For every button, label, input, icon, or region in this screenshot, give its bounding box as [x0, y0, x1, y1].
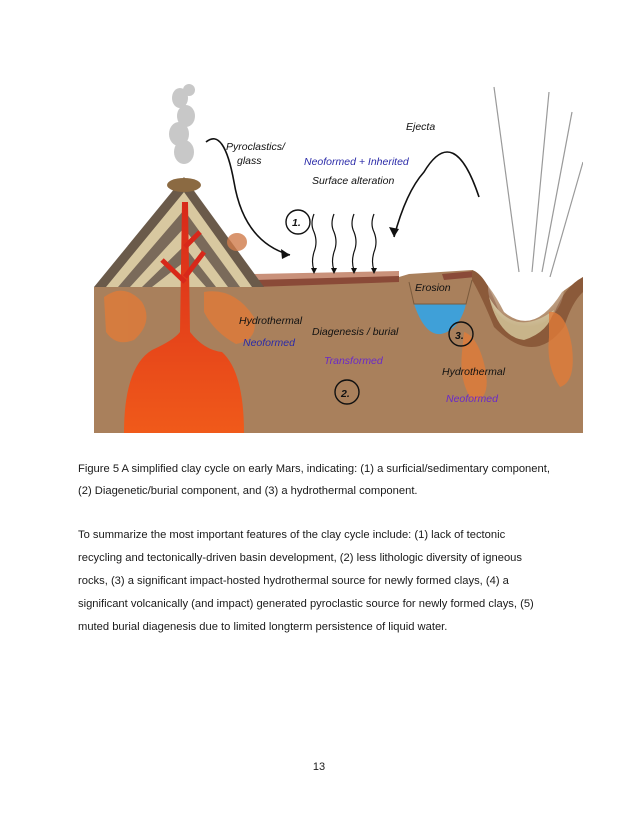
- label-diagenesis: Diagenesis / burial: [312, 326, 399, 338]
- label-ejecta: Ejecta: [406, 121, 436, 133]
- label-num-2: 2.: [341, 388, 350, 400]
- clay-cycle-figure: [94, 82, 583, 433]
- label-transformed: Transformed: [324, 355, 383, 367]
- label-num-1: 1.: [292, 217, 301, 229]
- clay-cycle-diagram: [94, 82, 583, 433]
- summary-paragraph: [78, 524, 578, 639]
- label-neoformed-right: Neoformed: [446, 393, 498, 405]
- summary-line: rocks, (3) a significant impact-hosted hydrothermal source for newly formed clays, (4) a: [78, 575, 509, 587]
- label-neoformed-inherited: Neoformed + Inherited: [304, 156, 409, 168]
- caption-line: Figure 5 A simplified clay cycle on early Mars, indicating: (1) a surficial/sedimentary component,: [78, 463, 550, 475]
- caption-line: (2) Diagenetic/burial component, and (3) a hydrothermal component.: [78, 485, 418, 497]
- label-glass: glass: [237, 155, 262, 167]
- summary-line: recycling and tectonically-driven basin development, (2) less lithologic diversity of igneous: [78, 552, 522, 564]
- label-num-3: 3.: [455, 330, 464, 342]
- label-hydrothermal-right: Hydrothermal: [442, 366, 506, 378]
- summary-line: significant volcanically (and impact) generated pyroclastic source for newly formed clays, (5): [78, 598, 534, 610]
- figure-caption: [78, 458, 578, 502]
- label-hydrothermal-left: Hydrothermal: [239, 315, 303, 327]
- summary-line: muted burial diagenesis due to limited longterm persistence of liquid water.: [78, 621, 448, 633]
- label-pyroclastics: Pyroclastics/: [226, 141, 285, 153]
- label-surface-alteration: Surface alteration: [312, 175, 395, 187]
- label-neoformed-left: Neoformed: [243, 337, 295, 349]
- summary-line: To summarize the most important features of the clay cycle include: (1) lack of tectonic: [78, 529, 506, 541]
- page-number: 13: [312, 761, 326, 773]
- label-erosion: Erosion: [415, 282, 451, 294]
